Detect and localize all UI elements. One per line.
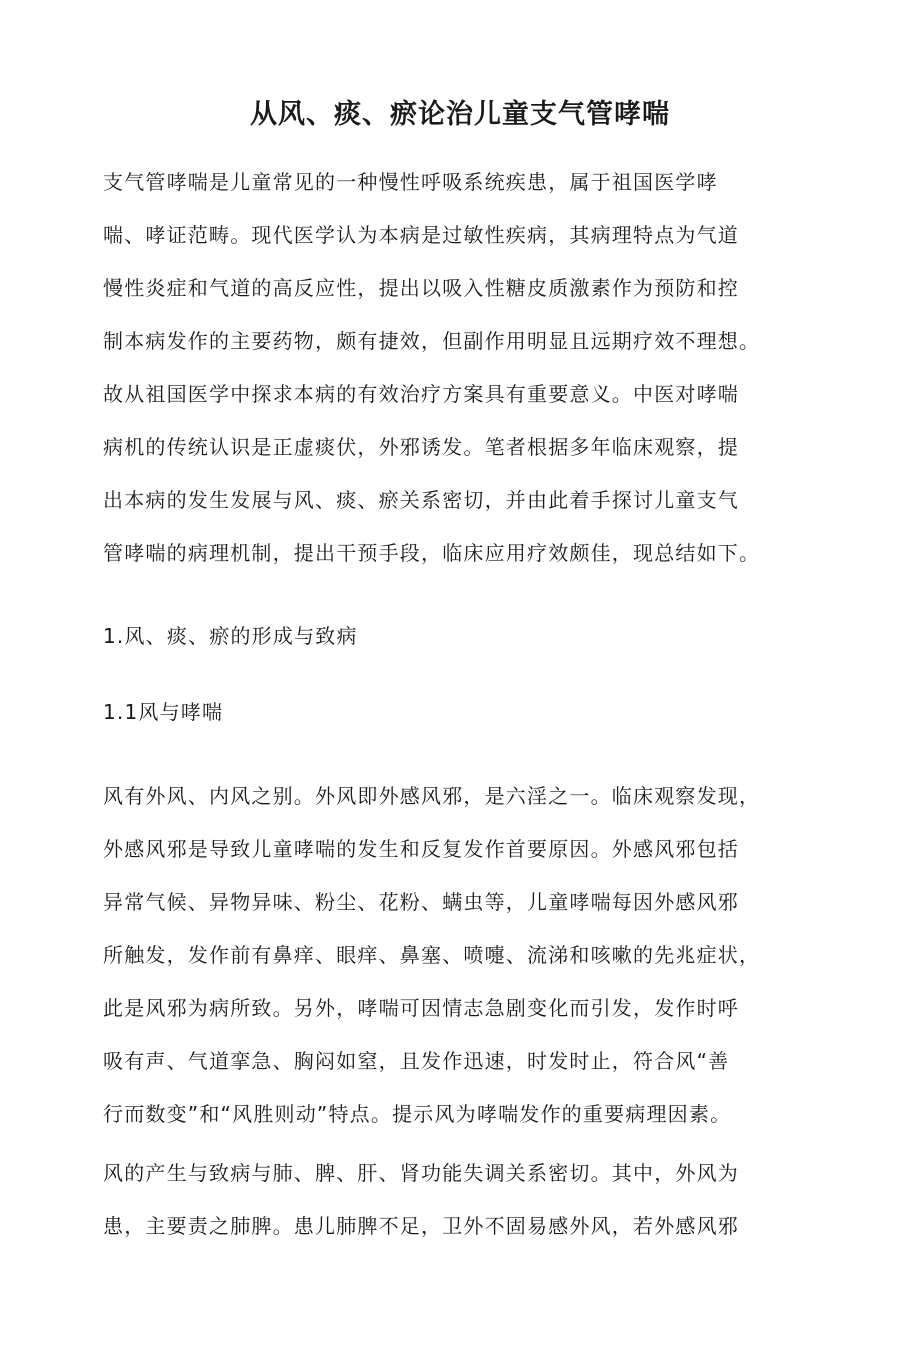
text-line: 风有外风、内风之别。外风即外感风邪，是六淫之一。临床观察发现， — [103, 784, 761, 808]
text-line: 制本病发作的主要药物，颇有捷效，但副作用明显且远期疗效不理想。 — [103, 329, 761, 353]
text-line: 支气管哮喘是儿童常见的一种慢性呼吸系统疾患，属于祖国医学哮 — [103, 170, 718, 194]
text-line: 患，主要责之肺脾。患儿肺脾不足，卫外不固易感外风，若外感风邪 — [103, 1214, 739, 1238]
section-heading — [103, 610, 358, 663]
text-line: 行而数变”和“风胜则动”特点。提示风为哮喘发作的重要病理因素。 — [103, 1102, 732, 1126]
text-line: 所触发，发作前有鼻痒、眼痒、鼻塞、喷嚏、流涕和咳嗽的先兆症状， — [103, 943, 761, 967]
text-line: 风的产生与致病与肺、脾、肝、肾功能失调关系密切。其中，外风为 — [103, 1161, 739, 1185]
text-line: 故从祖国医学中探求本病的有效治疗方案具有重要意义。中医对哮喘 — [103, 382, 739, 406]
heading-text: 1.风、痰、瘀的形成与致病 — [103, 624, 358, 648]
text-line: 外感风邪是导致儿童哮喘的发生和反复发作首要原因。外感风邪包括 — [103, 837, 739, 861]
subsection-heading — [103, 686, 223, 739]
paragraph-wind-origin — [103, 1147, 739, 1253]
paragraph-intro — [103, 156, 760, 580]
text-line: 喘、哮证范畴。现代医学认为本病是过敏性疾病，其病理特点为气道 — [103, 223, 739, 247]
text-line: 慢性炎症和气道的高反应性，提出以吸入性糖皮质激素作为预防和控 — [103, 276, 739, 300]
text-line: 病机的传统认识是正虚痰伏，外邪诱发。笔者根据多年临床观察，提 — [103, 435, 739, 459]
document-title: 从风、痰、瘀论治儿童支气管哮喘 — [250, 99, 670, 130]
paragraph-wind — [103, 770, 760, 1141]
text-line: 出本病的发生发展与风、痰、瘀关系密切，并由此着手探讨儿童支气 — [103, 488, 739, 512]
text-line: 管哮喘的病理机制，提出干预手段，临床应用疗效颇佳，现总结如下。 — [103, 541, 761, 565]
text-line: 此是风邪为病所致。另外，哮喘可因情志急剧变化而引发，发作时呼 — [103, 996, 739, 1020]
heading-text: 1.1风与哮喘 — [103, 700, 224, 724]
text-line: 异常气候、异物异味、粉尘、花粉、螨虫等，儿童哮喘每因外感风邪 — [103, 890, 739, 914]
text-line: 吸有声、气道挛急、胸闷如窒，且发作迅速，时发时止，符合风“善 — [103, 1049, 730, 1073]
